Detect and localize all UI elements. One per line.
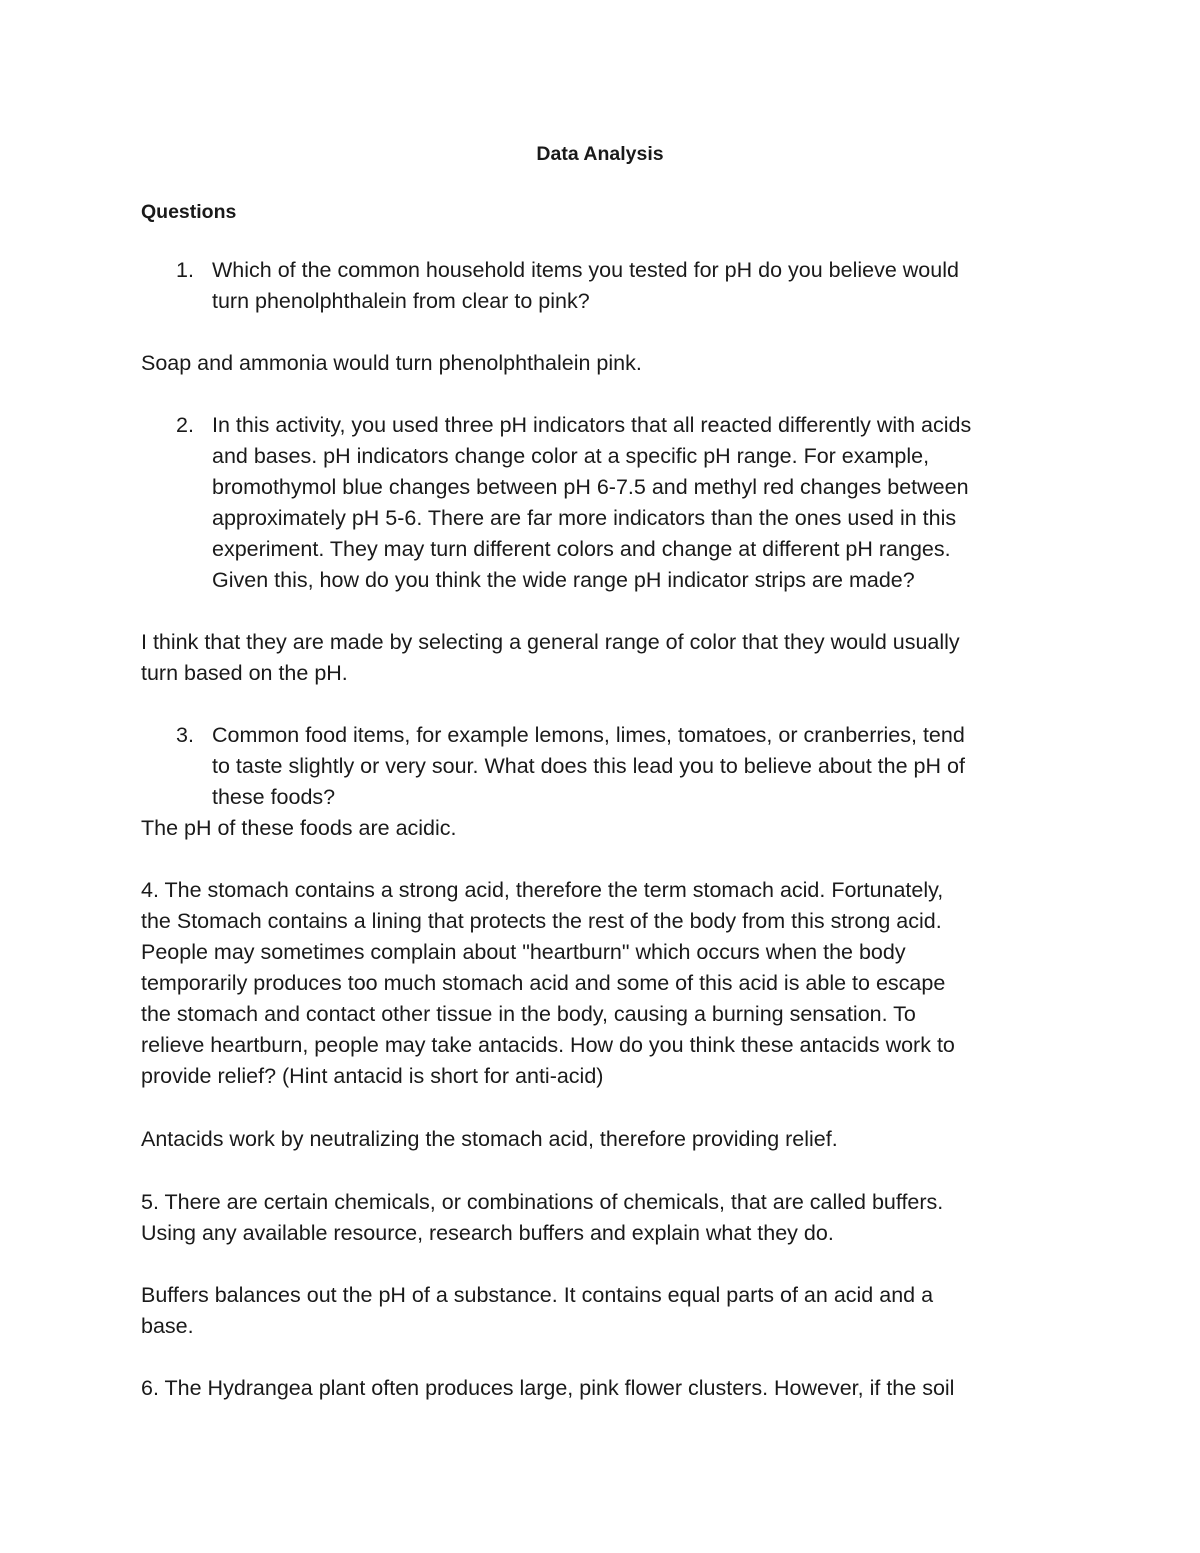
question-number: 3. xyxy=(176,723,194,747)
question-line: experiment. They may turn different colors and change at different pH ranges. xyxy=(212,537,951,561)
question-number: 1. xyxy=(176,258,194,282)
question-line: In this activity, you used three pH indicators that all reacted differently with acids xyxy=(212,413,972,437)
answer-line: The pH of these foods are acidic. xyxy=(141,816,457,840)
question-line: and bases. pH indicators change color at a specific pH range. For example, xyxy=(212,444,930,468)
answer-line: Soap and ammonia would turn phenolphthalein pink. xyxy=(141,351,642,375)
section-heading: Questions xyxy=(141,201,237,223)
document-title: Data Analysis xyxy=(536,143,664,165)
question-line: Which of the common household items you tested for pH do you believe would xyxy=(212,258,959,282)
answer-line: base. xyxy=(141,1314,194,1338)
question-line: provide relief? (Hint antacid is short for anti-acid) xyxy=(141,1064,604,1088)
question-line: Common food items, for example lemons, limes, tomatoes, or cranberries, tend xyxy=(212,723,965,747)
question-line: bromothymol blue changes between pH 6-7.5 and methyl red changes between xyxy=(212,475,969,499)
question-line: 6. The Hydrangea plant often produces large, pink flower clusters. However, if the soil xyxy=(141,1376,955,1400)
answer-line: turn based on the pH. xyxy=(141,661,348,685)
question-number: 2. xyxy=(176,413,194,437)
question-line: People may sometimes complain about "heartburn" which occurs when the body xyxy=(141,940,906,964)
question-line: turn phenolphthalein from clear to pink? xyxy=(212,289,590,313)
question-line: 4. The stomach contains a strong acid, therefore the term stomach acid. Fortunately, xyxy=(141,878,944,902)
answer-line: I think that they are made by selecting a general range of color that they would usually xyxy=(141,630,960,654)
question-line: Given this, how do you think the wide range pH indicator strips are made? xyxy=(212,568,915,592)
question-line: these foods? xyxy=(212,785,336,809)
question-line: the Stomach contains a lining that protects the rest of the body from this strong acid. xyxy=(141,909,942,933)
answer-line: Buffers balances out the pH of a substance. It contains equal parts of an acid and a xyxy=(141,1283,934,1307)
question-line: the stomach and contact other tissue in the body, causing a burning sensation. To xyxy=(141,1002,916,1026)
question-line: to taste slightly or very sour. What does this lead you to believe about the pH of xyxy=(212,754,965,778)
question-line: 5. There are certain chemicals, or combinations of chemicals, that are called buffers. xyxy=(141,1190,944,1214)
question-line: temporarily produces too much stomach acid and some of this acid is able to escape xyxy=(141,971,946,995)
question-line: approximately pH 5-6. There are far more indicators than the ones used in this xyxy=(212,506,957,530)
question-line: relieve heartburn, people may take antacids. How do you think these antacids work to xyxy=(141,1033,955,1057)
answer-line: Antacids work by neutralizing the stomach acid, therefore providing relief. xyxy=(141,1127,838,1151)
question-line: Using any available resource, research buffers and explain what they do. xyxy=(141,1221,834,1245)
